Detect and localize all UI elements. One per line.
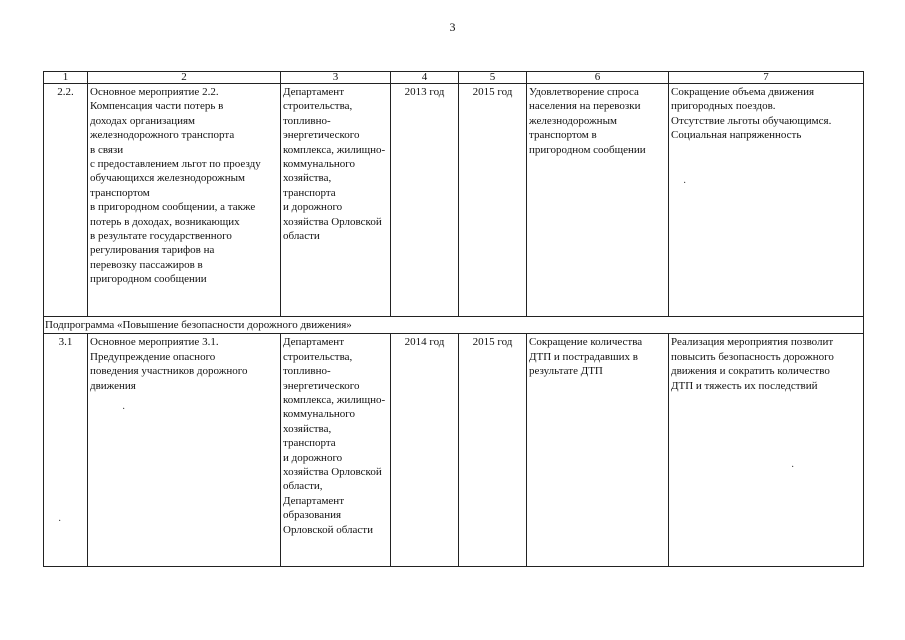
header-cell: 5 (459, 72, 527, 84)
subprogram-row (44, 317, 864, 334)
end-year: 2015 год (459, 334, 527, 567)
measure-number: 2.2. (44, 84, 88, 317)
table-row (44, 84, 864, 317)
header-cell: 1 (44, 72, 88, 84)
responsible-executor: Департамент строительства, топливно- энергетического комплекса, жилищно- коммунального хозяйства, транспорта и дорожного хозяйства Орловской области, Департамент образования Орловской области (281, 334, 391, 567)
consequences: Сокращение объема движения пригородных поездов. Отсутствие льготы обучающимся. Социальная напряженность (669, 84, 864, 317)
table-row (44, 334, 864, 567)
start-year: 2013 год (391, 84, 459, 317)
measure-description: Основное мероприятие 2.2. Компенсация части потерь в доходах организациям железнодорожного транспорта в связи с предоставлением льгот по проезду обучающихся железнодорожным транспортом в пригородном сообщении, а также потерь в доходах, возникающих в результате государственного регулирования тарифов на перевозку пассажиров в пригородном сообщении (88, 84, 281, 317)
header-cell: 7 (669, 72, 864, 84)
scan-speck: · (791, 462, 795, 473)
scan-speck: · (122, 404, 126, 415)
consequences: Реализация мероприятия позволит повысить безопасность дорожного движения и сократить количество ДТП и тяжесть их последствий (669, 334, 864, 567)
end-year: 2015 год (459, 84, 527, 317)
measure-number: 3.1 (44, 334, 88, 567)
header-cell: 3 (281, 72, 391, 84)
measures-table (43, 71, 864, 567)
header-cell: 2 (88, 72, 281, 84)
responsible-executor: Департамент строительства, топливно- энергетического комплекса, жилищно- коммунального хозяйства, транспорта и дорожного хозяйства Орловской области (281, 84, 391, 317)
start-year: 2014 год (391, 334, 459, 567)
subprogram-title: Подпрограмма «Повышение безопасности дорожного движения» (44, 317, 864, 334)
header-cell: 6 (527, 72, 669, 84)
header-cell: 4 (391, 72, 459, 84)
table-header-row (44, 72, 864, 84)
measure-description: Основное мероприятие 3.1. Предупреждение опасного поведения участников дорожного движения (88, 334, 281, 567)
page-number: 3 (449, 20, 456, 34)
scan-speck: · (58, 516, 62, 527)
expected-result: Удовлетворение спроса населения на перевозки железнодорожным транспортом в пригородном сообщении (527, 84, 669, 317)
scan-speck: · (683, 178, 687, 189)
expected-result: Сокращение количества ДТП и пострадавших в результате ДТП (527, 334, 669, 567)
